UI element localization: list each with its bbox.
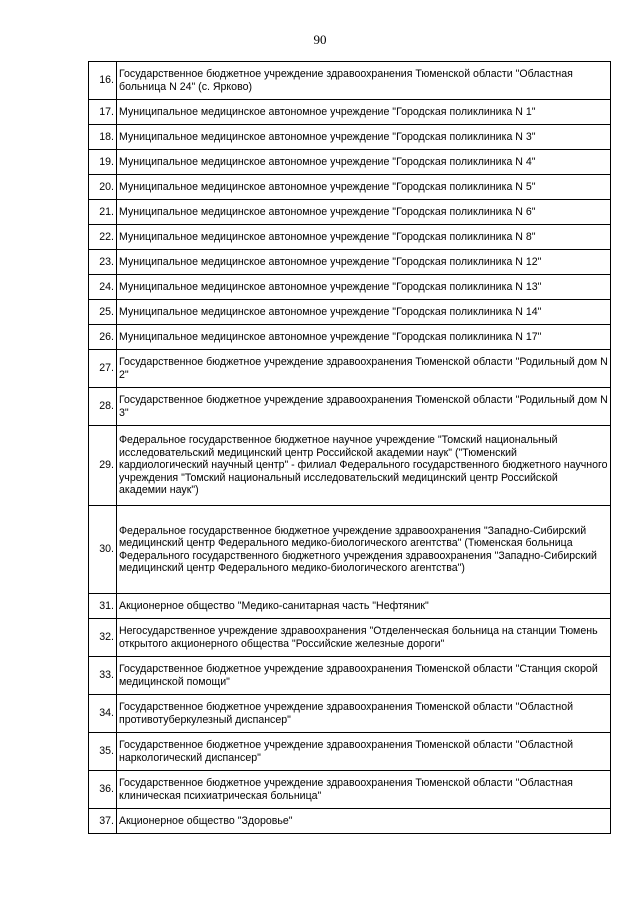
row-number: 29. — [89, 426, 117, 506]
table-row — [89, 426, 611, 506]
organization-name: Акционерное общество "Медико-санитарная часть "Нефтяник" — [117, 594, 611, 619]
organization-name: Муниципальное медицинское автономное учреждение "Городская поликлиника N 17" — [117, 325, 611, 350]
row-number: 16. — [89, 62, 117, 100]
table-row — [89, 809, 611, 834]
row-number: 33. — [89, 657, 117, 695]
row-number: 21. — [89, 200, 117, 225]
table-row — [89, 594, 611, 619]
table-row — [89, 695, 611, 733]
organization-name: Муниципальное медицинское автономное учреждение "Городская поликлиника N 5" — [117, 175, 611, 200]
row-number: 26. — [89, 325, 117, 350]
row-number: 20. — [89, 175, 117, 200]
table-row — [89, 62, 611, 100]
table-row — [89, 619, 611, 657]
organization-name: Муниципальное медицинское автономное учреждение "Городская поликлиника N 6" — [117, 200, 611, 225]
page-number: 90 — [313, 32, 327, 47]
table-row — [89, 388, 611, 426]
table-row — [89, 100, 611, 125]
organization-name: Муниципальное медицинское автономное учреждение "Городская поликлиника N 12" — [117, 250, 611, 275]
organization-name: Государственное бюджетное учреждение здравоохранения Тюменской области "Станция скорой медицинской помощи" — [117, 657, 611, 695]
organization-name: Государственное бюджетное учреждение здравоохранения Тюменской области "Областная клиническая психиатрическая больница" — [117, 771, 611, 809]
table-row — [89, 225, 611, 250]
row-number: 32. — [89, 619, 117, 657]
row-number: 25. — [89, 300, 117, 325]
row-number: 28. — [89, 388, 117, 426]
row-number: 17. — [89, 100, 117, 125]
row-number: 22. — [89, 225, 117, 250]
table-row — [89, 200, 611, 225]
organization-name: Негосударственное учреждение здравоохранения "Отделенческая больница на станции Тюмень открытого акционерного общества "Российские железные дороги" — [117, 619, 611, 657]
table-row — [89, 733, 611, 771]
organization-name: Акционерное общество "Здоровье" — [117, 809, 611, 834]
row-number: 18. — [89, 125, 117, 150]
row-number: 24. — [89, 275, 117, 300]
organization-name: Муниципальное медицинское автономное учреждение "Городская поликлиника N 8" — [117, 225, 611, 250]
organization-name: Государственное бюджетное учреждение здравоохранения Тюменской области "Родильный дом N 2" — [117, 350, 611, 388]
table-row — [89, 150, 611, 175]
row-number: 19. — [89, 150, 117, 175]
row-number: 30. — [89, 506, 117, 594]
table-row — [89, 300, 611, 325]
table-row — [89, 771, 611, 809]
medical-organizations-table — [88, 61, 611, 834]
organization-name: Государственное бюджетное учреждение здравоохранения Тюменской области "Областная больница N 24" (с. Ярково) — [117, 62, 611, 100]
row-number: 23. — [89, 250, 117, 275]
organization-name: Государственное бюджетное учреждение здравоохранения Тюменской области "Родильный дом N 3" — [117, 388, 611, 426]
organization-name: Муниципальное медицинское автономное учреждение "Городская поликлиника N 1" — [117, 100, 611, 125]
table-row — [89, 275, 611, 300]
organization-name: Муниципальное медицинское автономное учреждение "Городская поликлиника N 4" — [117, 150, 611, 175]
row-number: 27. — [89, 350, 117, 388]
organization-name: Муниципальное медицинское автономное учреждение "Городская поликлиника N 3" — [117, 125, 611, 150]
organization-name: Федеральное государственное бюджетное научное учреждение "Томский национальный исследовательский медицинский центр Российской академии наук" ("Тюменский кардиологический научный центр" - филиал Федерального государственного бюджетного научного учреждения "Томский национальный исследовательский медицинский центр Российской академии наук") — [117, 426, 611, 506]
table-row — [89, 506, 611, 594]
table-row — [89, 125, 611, 150]
organization-name: Федеральное государственное бюджетное учреждение здравоохранения "Западно-Сибирский медицинский центр Федерального медико-биологического агентства" (Тюменская больница Федерального государственного бюджетного учреждения здравоохранения "Западно-Сибирский медицинский центр Федерального медико-биологического агентства") — [117, 506, 611, 594]
table-row — [89, 657, 611, 695]
organization-name: Государственное бюджетное учреждение здравоохранения Тюменской области "Областной противотуберкулезный диспансер" — [117, 695, 611, 733]
row-number: 31. — [89, 594, 117, 619]
row-number: 37. — [89, 809, 117, 834]
table-row — [89, 350, 611, 388]
organization-name: Государственное бюджетное учреждение здравоохранения Тюменской области "Областной наркологический диспансер" — [117, 733, 611, 771]
row-number: 35. — [89, 733, 117, 771]
organization-name: Муниципальное медицинское автономное учреждение "Городская поликлиника N 14" — [117, 300, 611, 325]
table-row — [89, 250, 611, 275]
row-number: 34. — [89, 695, 117, 733]
table-row — [89, 325, 611, 350]
table-row — [89, 175, 611, 200]
organization-name: Муниципальное медицинское автономное учреждение "Городская поликлиника N 13" — [117, 275, 611, 300]
row-number: 36. — [89, 771, 117, 809]
